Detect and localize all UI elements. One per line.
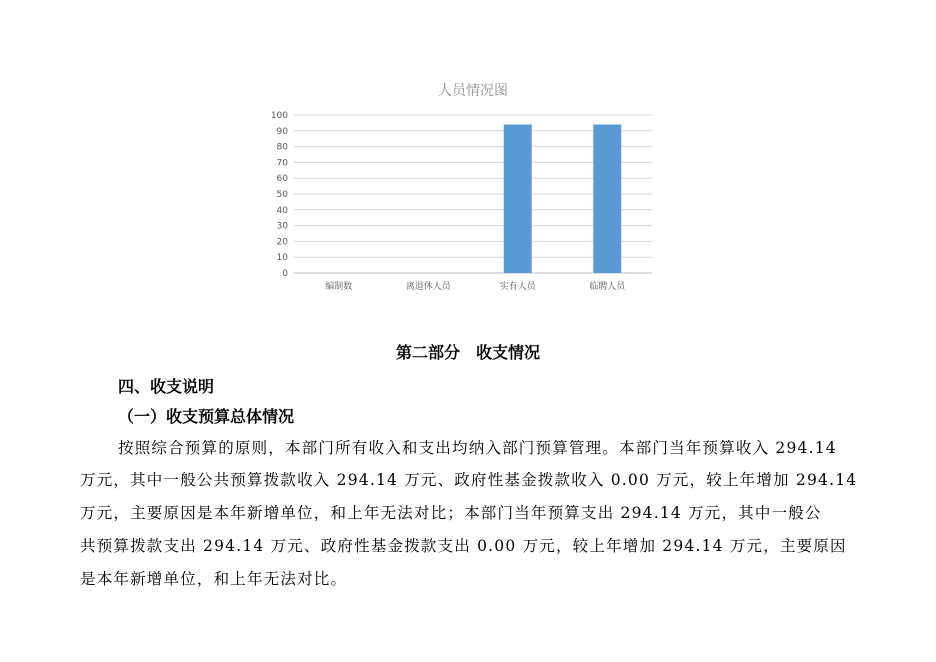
x-tick-label: 离退休人员 xyxy=(405,282,451,292)
y-tick-label: 30 xyxy=(276,221,288,232)
bar-2 xyxy=(504,124,532,273)
paragraph-line: 按照综合预算的原则，本部门所有收入和支出均纳入部门预算管理。本部门当年预算收入 294.14 xyxy=(118,439,837,457)
chart-title: 人员情况图 xyxy=(438,83,508,99)
bar-3 xyxy=(593,124,621,273)
paragraph-line: 共预算拨款支出 294.14 万元、政府性基金拨款支出 0.00 万元，较上年增加 294.14 万元，主要原因 xyxy=(80,537,847,555)
y-tick-label: 80 xyxy=(276,142,288,153)
paragraph-line: 是本年新增单位，和上年无法对比。 xyxy=(80,570,348,588)
y-tick-label: 10 xyxy=(276,253,288,264)
x-tick-label: 实有人员 xyxy=(499,282,536,292)
y-tick-label: 60 xyxy=(276,174,288,185)
x-tick-label: 编制数 xyxy=(325,282,353,292)
y-tick-label: 70 xyxy=(276,158,288,169)
personnel-bar-chart xyxy=(262,78,662,298)
chart-canvas xyxy=(262,78,662,298)
y-tick-label: 20 xyxy=(276,237,288,248)
x-tick-label: 临聘人员 xyxy=(589,282,626,292)
heading-income-expense-notes: 四、收支说明 xyxy=(118,377,215,396)
heading-budget-overview: （一）收支预算总体情况 xyxy=(118,407,295,426)
paragraph-line: 万元，其中一般公共预算拨款收入 294.14 万元、政府性基金拨款收入 0.00 万元，较上年增加 294.14 xyxy=(80,471,858,489)
y-tick-label: 50 xyxy=(276,190,288,200)
section-title: 第二部分 收支情况 xyxy=(395,343,540,362)
y-tick-label: 90 xyxy=(276,126,288,137)
paragraph-line: 万元，主要原因是本年新增单位，和上年无法对比；本部门当年预算支出 294.14 万元，其中一般公 xyxy=(80,504,822,522)
y-tick-label: 100 xyxy=(270,111,288,121)
y-tick-label: 0 xyxy=(282,269,288,279)
y-tick-label: 40 xyxy=(276,205,288,216)
